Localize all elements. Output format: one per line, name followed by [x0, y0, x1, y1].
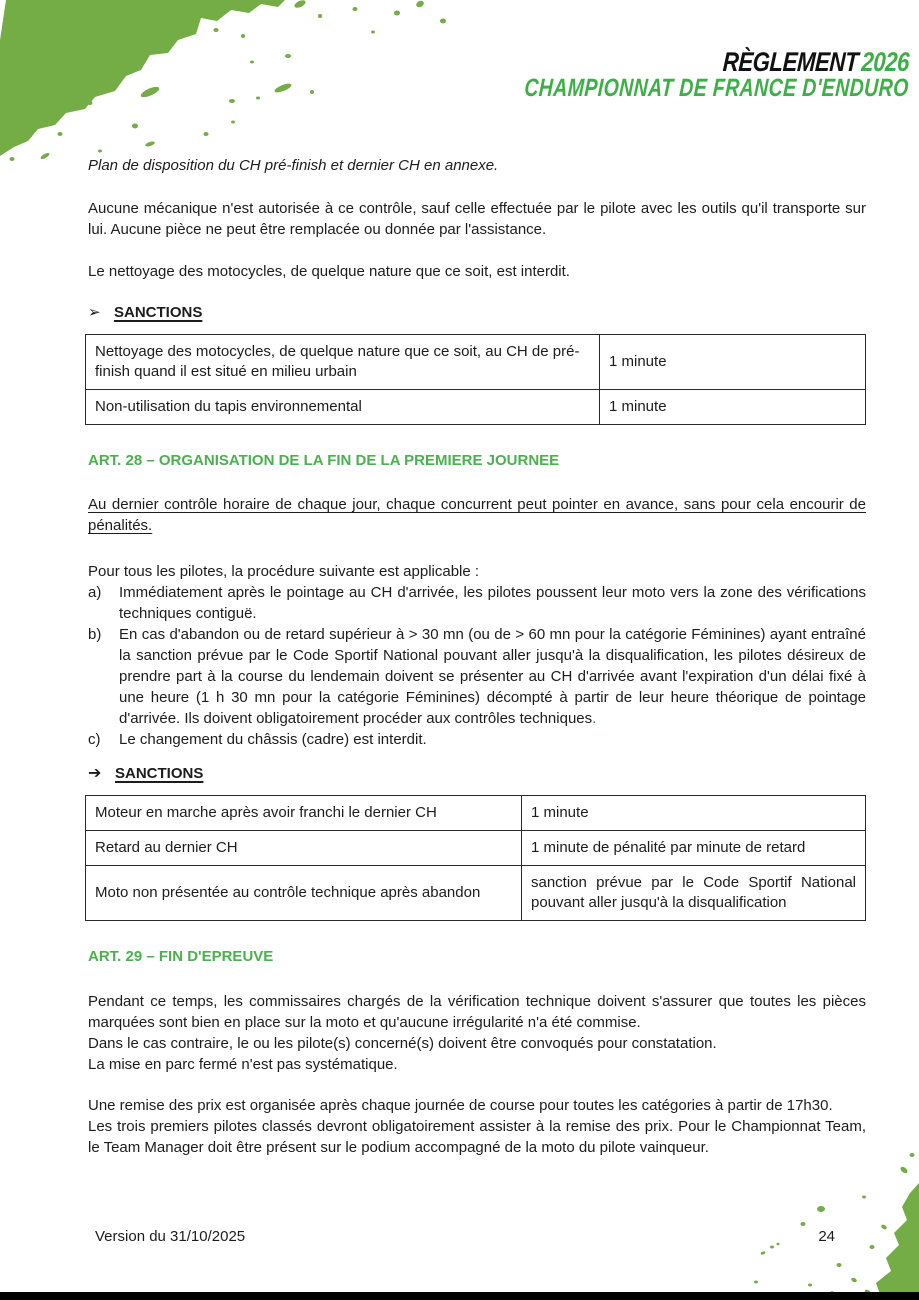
chevron-right-icon: ➢	[88, 304, 101, 321]
document-body	[88, 155, 866, 1158]
list-item-body: En cas d'abandon ou de retard supérieur à > 30 mn (ou de > 60 mn pour la catégorie Féminines) ayant entraîné la sanction prévue par le Code Sportif National pouvant aller jusqu'à la disqualification, les pilotes désireux de prendre part à la course du lendemain doivent se présenter au CH d'arrivée avant l'expiration d'un délai fixé à une heure (1 h 30 mn pour la catégorie Féminines) décompté à partir de leur heure théorique de pointage d'arrivée. Ils doivent obligatoirement procéder aux contrôles techniques	[119, 626, 866, 727]
infraction-cell: Moteur en marche après avoir franchi le dernier CH	[86, 796, 522, 831]
logo-year-text: 2026	[860, 47, 910, 77]
sanctions-table-2	[85, 795, 866, 921]
list-item	[88, 729, 866, 750]
constatation-line: Dans le cas contraire, le ou les pilote(s) concerné(s) doivent être convoqués pour constatation.	[88, 1035, 717, 1052]
logo-title-line	[416, 48, 909, 76]
list-item-text	[119, 582, 866, 624]
list-item-body: Immédiatement après le pointage au CH d'arrivée, les pilotes poussent leur moto vers la zone des vérifications techniques contiguë.	[119, 584, 866, 622]
list-item	[88, 624, 866, 729]
parc-ferme-line: La mise en parc fermé n'est pas systématique.	[88, 1056, 398, 1073]
table-row	[86, 390, 866, 425]
sanctions-heading-1	[88, 302, 866, 323]
logo-title-text: RÈGLEMENT	[721, 47, 859, 77]
list-item	[88, 582, 866, 624]
list-item-body: Le changement du châssis (cadre) est interdit.	[119, 731, 427, 748]
footer-version-text: Version du 31/10/2025	[95, 1228, 246, 1245]
infraction-cell: Nettoyage des motocycles, de quelque nature que ce soit, au CH de pré-finish quand il est situé en milieu urbain	[86, 335, 600, 390]
list-item-label: a)	[88, 584, 102, 601]
infraction-cell: Retard au dernier CH	[86, 831, 522, 866]
penalty-cell: 1 minute	[600, 335, 866, 390]
sanctions-title-1: SANCTIONS	[114, 304, 203, 321]
logo-subtitle-line	[416, 75, 909, 101]
infraction-cell: Non-utilisation du tapis environnemental	[86, 390, 600, 425]
sanctions-heading-2	[88, 763, 866, 784]
green-splatter-bottom-right-decoration	[744, 1135, 919, 1300]
logo-subtitle-text: CHAMPIONNAT DE FRANCE D'ENDURO	[523, 74, 910, 102]
procedure-list	[88, 582, 866, 750]
verification-paragraph: Pendant ce temps, les commissaires chargés de la vérification technique doivent s'assurer que toutes les pièces marquées sont bien en place sur la moto et qu'aucune irrégularité n'a été commise.	[88, 993, 866, 1031]
podium-paragraph: Les trois premiers pilotes classés devront obligatoirement assister à la remise des prix. Pour le Championnat Team, le Team Manager doit être présent sur le podium accompagné de la moto du pilote vainqueur.	[88, 1118, 866, 1156]
table-row	[86, 335, 866, 390]
article-28-underlined-paragraph: Au dernier contrôle horaire de chaque jour, chaque concurrent peut pointer en avance, sans pour cela encourir de pénalités.	[88, 496, 866, 534]
table-row	[86, 831, 866, 866]
list-item-label: c)	[88, 731, 101, 748]
penalty-cell: 1 minute	[522, 796, 866, 831]
arrow-right-icon: ➔	[88, 765, 102, 782]
footer-page-number: 24	[818, 1228, 835, 1245]
article-29-heading: ART. 29 – FIN D'EPREUVE	[88, 948, 274, 965]
annex-note: Plan de disposition du CH pré-finish et dernier CH en annexe.	[88, 157, 499, 174]
bottom-black-bar	[0, 1292, 919, 1300]
sanctions-title-2: SANCTIONS	[115, 765, 204, 782]
cleaning-paragraph: Le nettoyage des motocycles, de quelque nature que ce soit, est interdit.	[88, 263, 570, 280]
list-item-label: b)	[88, 626, 102, 643]
prize-paragraph: Une remise des prix est organisée après chaque journée de course pour toutes les catégories à partir de 17h30.	[88, 1097, 833, 1114]
penalty-cell: sanction prévue par le Code Sportif National pouvant aller jusqu'à la disqualification	[522, 866, 866, 921]
list-item-text	[119, 624, 866, 729]
mechanics-paragraph: Aucune mécanique n'est autorisée à ce contrôle, sauf celle effectuée par le pilote avec les outils qu'il transporte sur lui. Aucune pièce ne peut être remplacée ou donnée par l'assistance.	[88, 200, 866, 238]
list-item-text	[119, 729, 866, 750]
article-28-heading: ART. 28 – ORGANISATION DE LA FIN DE LA PREMIERE JOURNEE	[88, 452, 560, 469]
table-row	[86, 796, 866, 831]
reglement-logo	[416, 48, 909, 101]
infraction-cell: Moto non présentée au contrôle technique après abandon	[86, 866, 522, 921]
penalty-cell: 1 minute	[600, 390, 866, 425]
list-item-suffix: .	[592, 710, 597, 727]
procedure-intro-line: Pour tous les pilotes, la procédure suivante est applicable :	[88, 563, 480, 580]
green-splatter-top-left-decoration	[0, 0, 460, 165]
table-row	[86, 866, 866, 921]
penalty-cell: 1 minute de pénalité par minute de retard	[522, 831, 866, 866]
sanctions-table-1	[85, 334, 866, 425]
